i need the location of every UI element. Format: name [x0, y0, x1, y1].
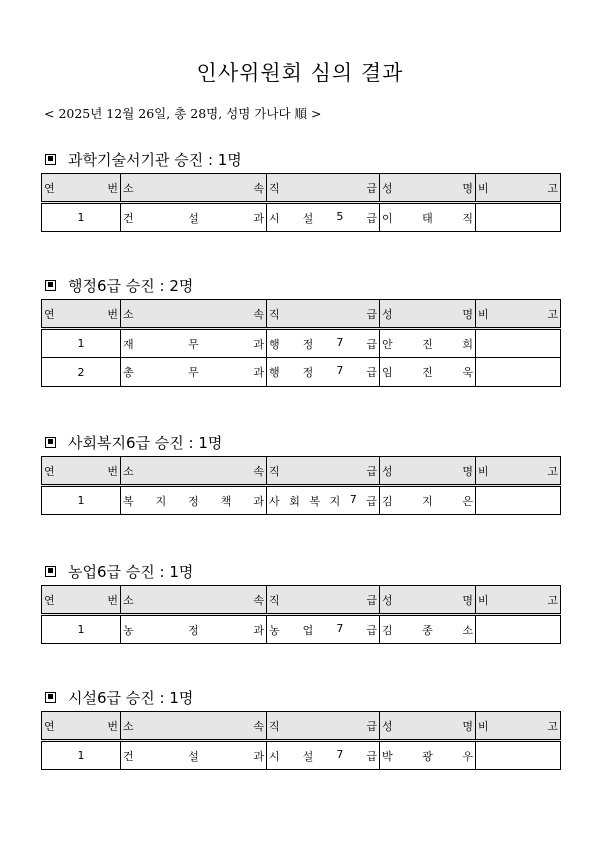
column-header: 성 명 — [380, 586, 476, 615]
table-row — [42, 486, 561, 515]
column-header: 성 명 — [380, 174, 476, 203]
section-heading-text: 농업6급 승진 : 1명 — [68, 562, 194, 581]
section-heading — [41, 145, 560, 173]
column-header: 성 명 — [380, 457, 476, 486]
page-title: 인사위원회 심의 결과 — [196, 61, 404, 85]
section — [41, 145, 560, 232]
square-bullet-icon — [45, 437, 56, 448]
table-row — [42, 741, 561, 770]
column-header: 연 번 — [42, 174, 121, 203]
column-header: 비 고 — [476, 712, 561, 741]
cell-rank: 시 설 5 급 — [267, 203, 380, 232]
cell-name: 이 태 직 — [380, 203, 476, 232]
cell-rank: 행 정 7 급 — [267, 358, 380, 387]
column-header: 소 속 — [121, 457, 267, 486]
section-heading — [41, 428, 560, 456]
cell-rank: 행 정 7 급 — [267, 329, 380, 358]
table-row — [42, 329, 561, 358]
cell-number: 2 — [42, 358, 121, 387]
cell-rank: 농 업 7 급 — [267, 615, 380, 644]
section — [41, 271, 560, 387]
section-heading — [41, 683, 560, 711]
section-heading — [41, 271, 560, 299]
table-header-row — [42, 174, 561, 203]
column-header: 연 번 — [42, 457, 121, 486]
section-heading — [41, 557, 560, 585]
cell-note — [476, 741, 561, 770]
column-header: 비 고 — [476, 300, 561, 329]
cell-name: 임 진 욱 — [380, 358, 476, 387]
table-header-row — [42, 457, 561, 486]
column-header: 직 급 — [267, 586, 380, 615]
column-header: 비 고 — [476, 457, 561, 486]
section — [41, 683, 560, 770]
square-bullet-icon — [45, 566, 56, 577]
table-header-row — [42, 712, 561, 741]
table-header-row — [42, 300, 561, 329]
section — [41, 557, 560, 644]
section-heading-text: 사회복지6급 승진 : 1명 — [68, 433, 223, 452]
column-header: 연 번 — [42, 586, 121, 615]
table-row — [42, 203, 561, 232]
column-header: 소 속 — [121, 300, 267, 329]
square-bullet-icon — [45, 154, 56, 165]
square-bullet-icon — [45, 692, 56, 703]
section — [41, 428, 560, 515]
cell-note — [476, 615, 561, 644]
column-header: 소 속 — [121, 586, 267, 615]
cell-number: 1 — [42, 486, 121, 515]
square-bullet-icon — [45, 280, 56, 291]
cell-department: 재 무 과 — [121, 329, 267, 358]
section-heading-text: 과학기술서기관 승진 : 1명 — [68, 150, 242, 169]
column-header: 성 명 — [380, 712, 476, 741]
column-header: 연 번 — [42, 300, 121, 329]
cell-rank: 시 설 7 급 — [267, 741, 380, 770]
cell-note — [476, 329, 561, 358]
cell-name: 박 광 우 — [380, 741, 476, 770]
column-header: 직 급 — [267, 457, 380, 486]
cell-department: 총 무 과 — [121, 358, 267, 387]
cell-number: 1 — [42, 329, 121, 358]
column-header: 연 번 — [42, 712, 121, 741]
column-header: 직 급 — [267, 712, 380, 741]
cell-name: 안 진 희 — [380, 329, 476, 358]
cell-department: 건 설 과 — [121, 741, 267, 770]
column-header: 비 고 — [476, 174, 561, 203]
cell-note — [476, 358, 561, 387]
cell-name: 김 종 소 — [380, 615, 476, 644]
page-subtitle: < 2025년 12월 26일, 총 28명, 성명 가나다 順 > — [44, 106, 322, 121]
cell-name: 김 지 은 — [380, 486, 476, 515]
column-header: 소 속 — [121, 174, 267, 203]
cell-number: 1 — [42, 615, 121, 644]
table-row — [42, 615, 561, 644]
cell-number: 1 — [42, 741, 121, 770]
result-table — [41, 173, 561, 232]
cell-department: 농 정 과 — [121, 615, 267, 644]
cell-rank: 사 회 복 지 7 급 — [267, 486, 380, 515]
cell-department: 복 지 정 책 과 — [121, 486, 267, 515]
cell-note — [476, 203, 561, 232]
table-row — [42, 358, 561, 387]
cell-department: 건 설 과 — [121, 203, 267, 232]
cell-note — [476, 486, 561, 515]
table-header-row — [42, 586, 561, 615]
result-table — [41, 711, 561, 770]
result-table — [41, 456, 561, 515]
cell-number: 1 — [42, 203, 121, 232]
column-header: 비 고 — [476, 586, 561, 615]
section-heading-text: 행정6급 승진 : 2명 — [68, 276, 194, 295]
column-header: 소 속 — [121, 712, 267, 741]
column-header: 직 급 — [267, 174, 380, 203]
result-table — [41, 299, 561, 387]
column-header: 직 급 — [267, 300, 380, 329]
result-table — [41, 585, 561, 644]
column-header: 성 명 — [380, 300, 476, 329]
section-heading-text: 시설6급 승진 : 1명 — [68, 688, 194, 707]
